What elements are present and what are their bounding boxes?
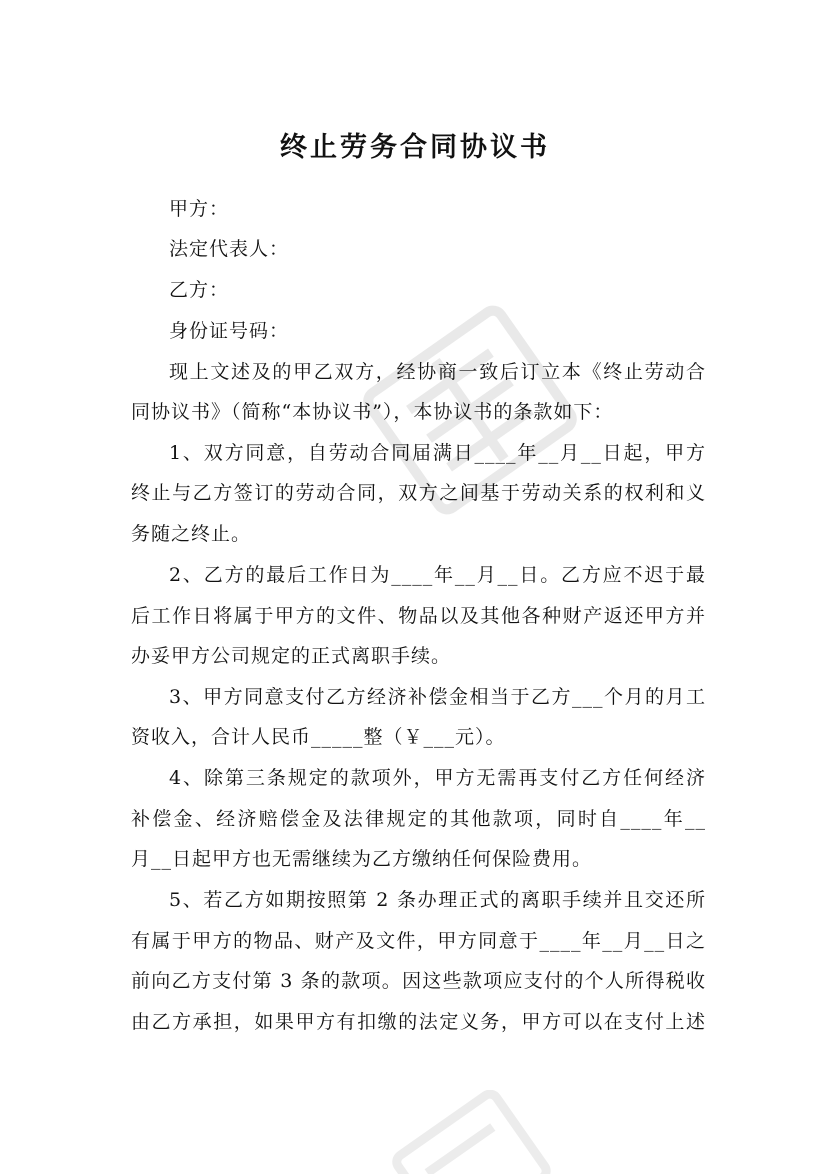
party-a-label: 甲方： [169, 198, 230, 220]
clause-1-line-3: 务随之终止。 [131, 523, 252, 545]
clause-4-line-3: 月__日起甲方也无需继续为乙方缴纳任何保险费用。 [131, 848, 593, 870]
intro-line-1: 现上文述及的甲乙双方，经协商一致后订立本《终止劳动合 [169, 361, 706, 383]
party-b-label: 乙方： [169, 279, 230, 301]
clause-3-line-2: 资收入，合计人民币_____整（￥___元）。 [131, 726, 506, 748]
clause-1-line-1: 1、双方同意，自劳动合同届满日____年__月__日起，甲方 [169, 442, 706, 464]
clause-4-line-2: 补偿金、经济赔偿金及法律规定的其他款项，同时自____年__ [131, 808, 706, 830]
clause-2-line-2: 后工作日将属于甲方的文件、物品以及其他各种财产返还甲方并 [131, 605, 706, 627]
intro-line-2: 同协议书》（简称“本协议书”），本协议书的条款如下： [131, 401, 614, 423]
clause-3-line-1: 3、甲方同意支付乙方经济补偿金相当于乙方___个月的月工 [169, 686, 706, 708]
clause-2-line-1: 2、乙方的最后工作日为____年__月__日。乙方应不迟于最 [169, 564, 706, 586]
clause-5-line-2: 有属于甲方的物品、财产及文件，甲方同意于____年__月__日之 [131, 930, 706, 952]
legal-representative-label: 法定代表人： [169, 238, 290, 260]
clause-1-line-2: 终止与乙方签订的劳动合同，双方之间基于劳动关系的权利和义 [131, 482, 706, 504]
watermark-logo-bottom [360, 1090, 560, 1174]
clause-4-line-1: 4、除第三条规定的款项外，甲方无需再支付乙方任何经济 [169, 767, 706, 789]
clause-2-line-3: 办妥甲方公司规定的正式离职手续。 [131, 645, 452, 667]
clause-5-line-1: 5、若乙方如期按照第 2 条办理正式的离职手续并且交还所 [169, 889, 706, 911]
id-number-label: 身份证号码： [169, 320, 290, 342]
clause-5-line-4: 由乙方承担，如果甲方有扣缴的法定义务，甲方可以在支付上述 [131, 1011, 706, 1033]
page-title: 终止劳务合同协议书 [280, 132, 550, 163]
clause-5-line-3: 前向乙方支付第 3 条的款项。因这些款项应支付的个人所得税收 [131, 970, 706, 992]
